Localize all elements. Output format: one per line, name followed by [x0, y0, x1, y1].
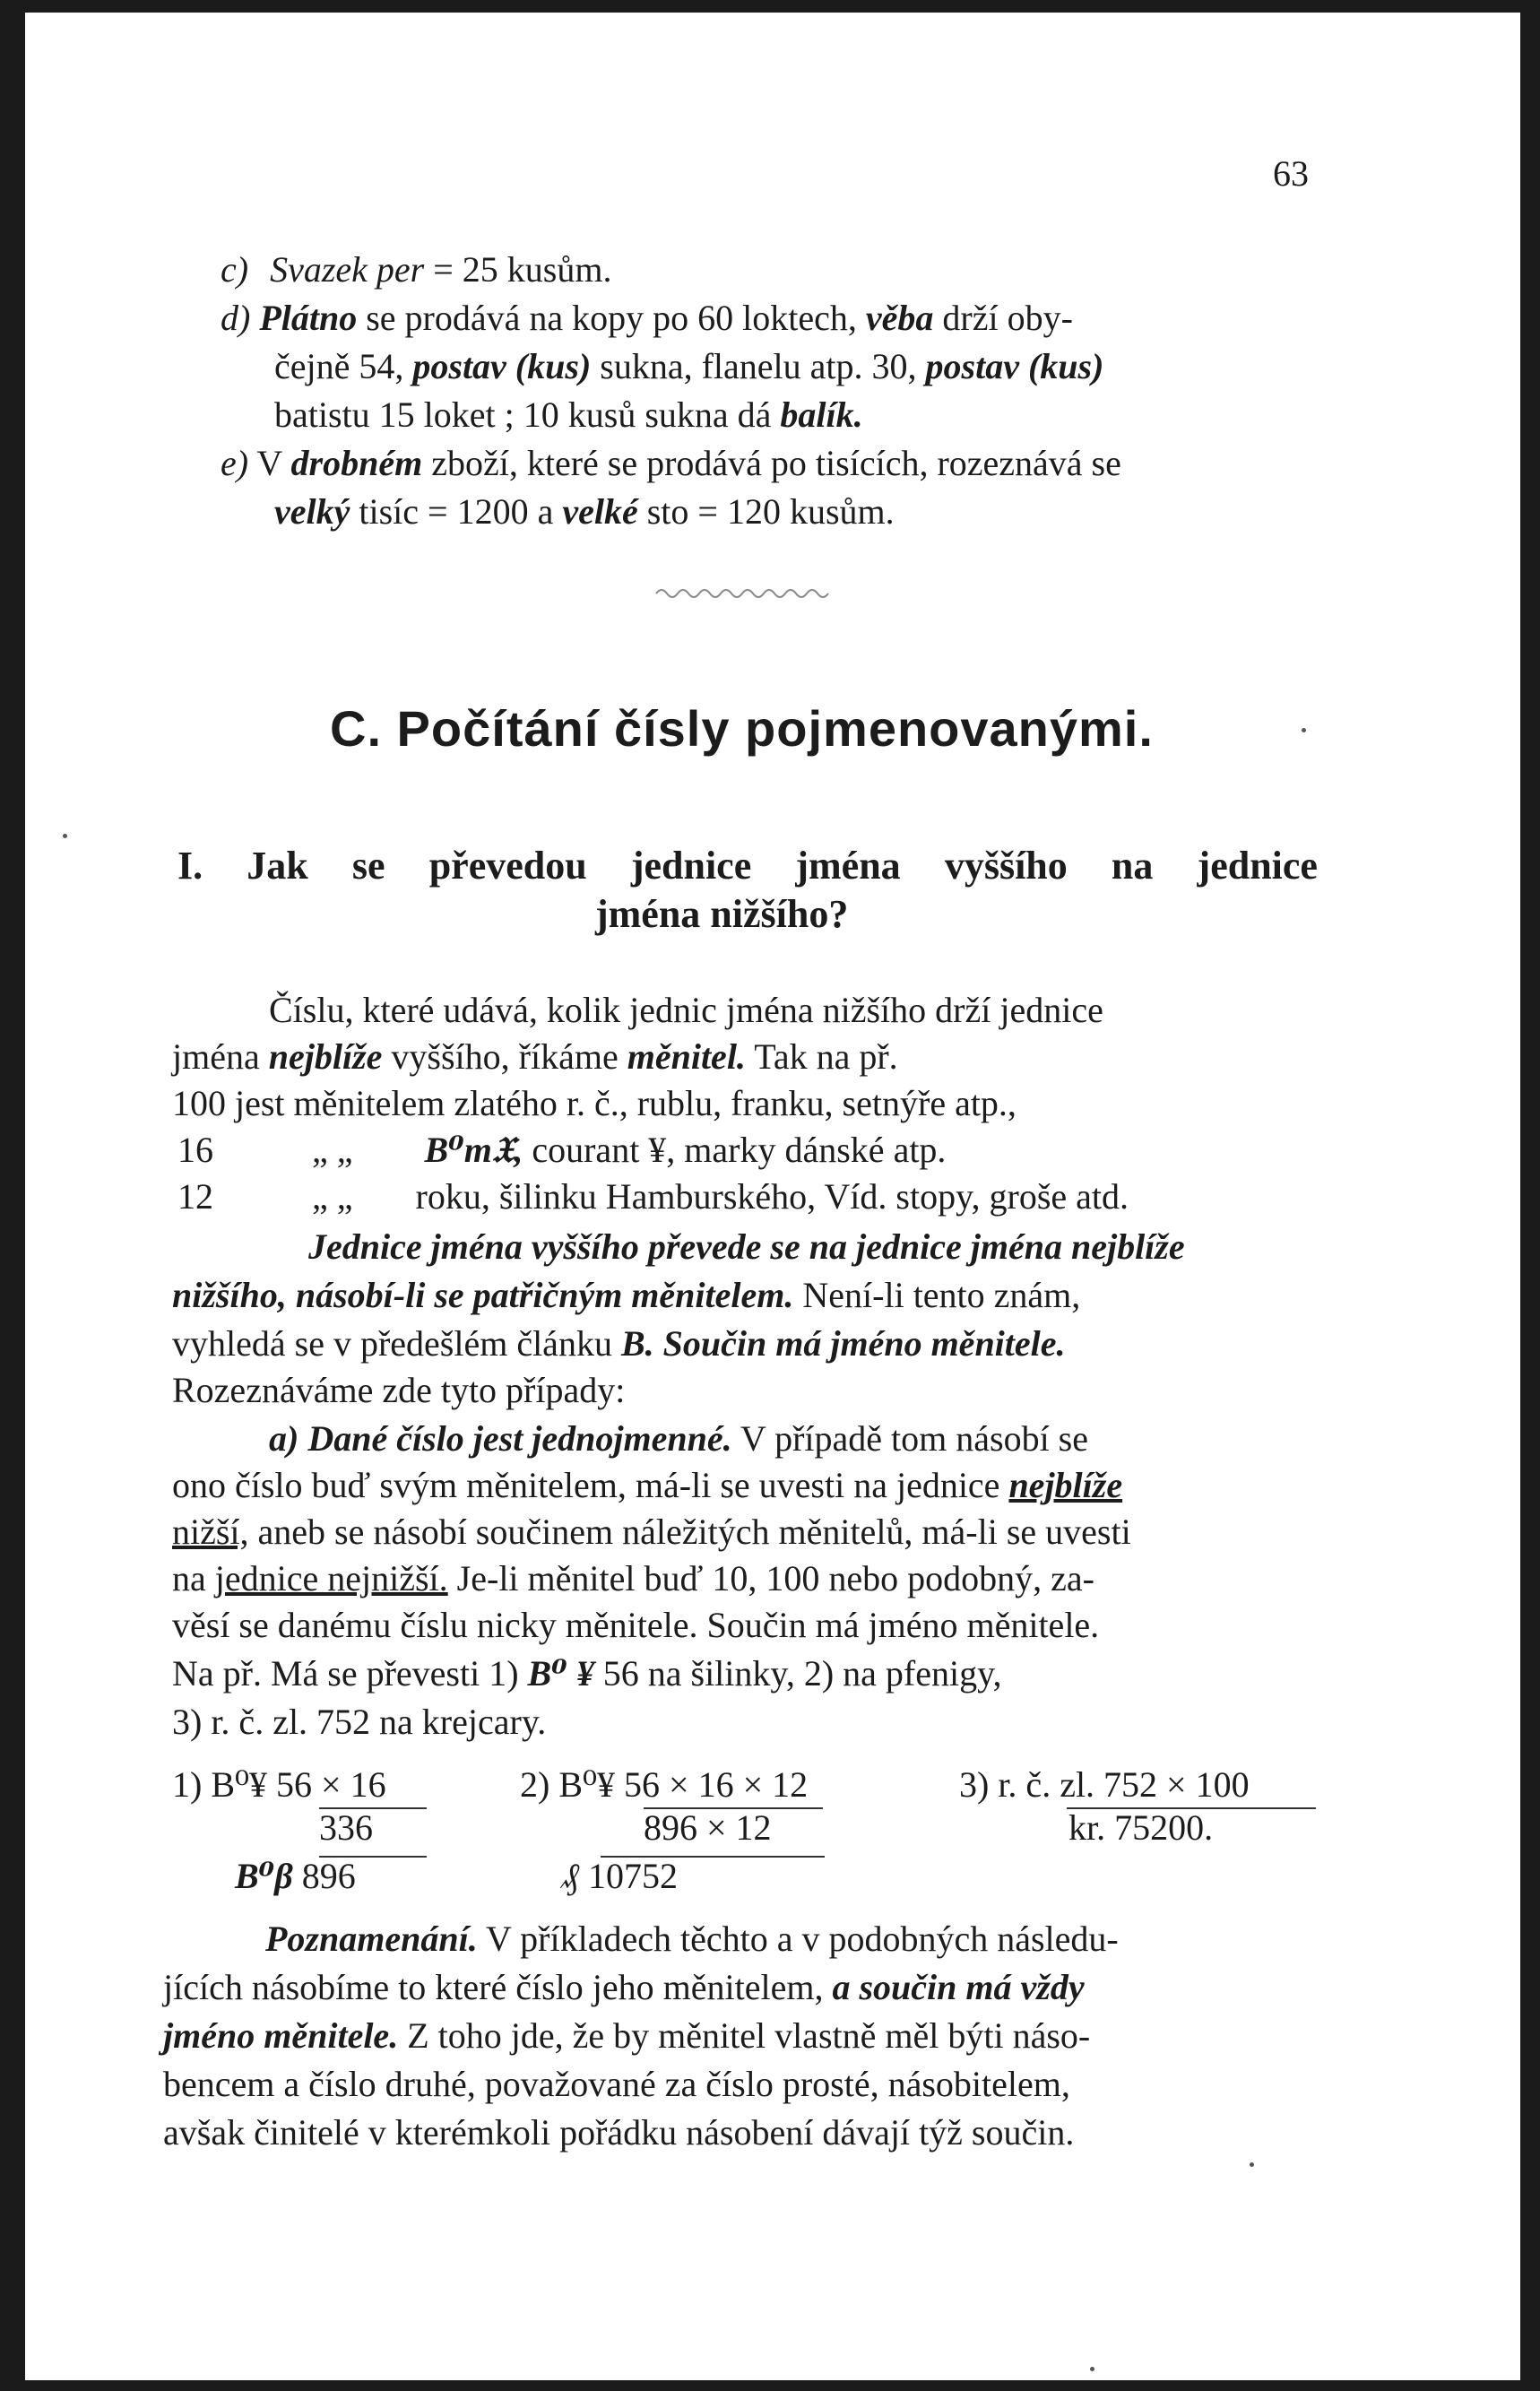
text: Není-li tento znám,	[793, 1275, 1081, 1315]
example-2-line3	[561, 1856, 678, 1897]
subheading-word: jména	[795, 844, 901, 888]
text: zboží, které se prodává po tisících, rozeznává se	[422, 443, 1121, 483]
currency-symbol: B⁰β	[235, 1856, 293, 1896]
text: jících násobíme to které číslo jeho měnitelem,	[163, 1967, 833, 2007]
underlined-term: nejblíže	[1008, 1465, 1123, 1505]
item-c-term: Svazek per	[270, 249, 425, 290]
currency-symbol: B⁰m𝔛,	[424, 1130, 523, 1170]
para3-line4	[172, 1558, 1094, 1599]
subheading-word: Jak	[247, 844, 308, 888]
note-line2	[163, 1967, 1085, 2008]
item-d-line2	[274, 346, 1319, 387]
item-e-line1	[221, 443, 1121, 484]
text: courant ¥, marky dánské atp.	[523, 1130, 947, 1170]
term-nejblize: nejblíže	[268, 1036, 383, 1077]
term-balik: balík.	[780, 394, 863, 435]
text: V příkladech těchto a v podobných následu-	[477, 1919, 1119, 1959]
text: tisíc = 1200 a	[350, 491, 563, 532]
subheading-word: převedou	[428, 844, 587, 888]
para1-line4	[177, 1130, 946, 1171]
example-3-line2: kr. 75200.	[1068, 1807, 1214, 1848]
emphasis: a součin má vždy	[832, 1967, 1085, 2007]
example-3-line1: 3) r. č. zl. 752 × 100	[959, 1764, 1250, 1805]
example-1-line3	[235, 1856, 356, 1897]
text: sto = 120 kusům.	[637, 491, 895, 532]
para2-line3	[172, 1323, 1066, 1364]
text: sukna, flanelu atp. 30,	[591, 346, 926, 386]
subheading-word: jednice	[630, 844, 752, 888]
item-c-label: c)	[221, 249, 249, 290]
term-veba: věba	[865, 298, 934, 338]
text: aneb se násobí součinem náležitých měnitelů, má-li se uvesti	[248, 1512, 1131, 1552]
text: roku, šilinku Hamburského, Víd. stopy, groše atd.	[415, 1176, 1129, 1217]
subheading-word: I.	[177, 844, 203, 888]
example-1-line1: 1) B⁰¥ 56 × 16	[172, 1764, 386, 1805]
text: na	[172, 1558, 215, 1598]
text: vyhledá se v předešlém článku	[172, 1323, 621, 1364]
note-label: Poznamenání.	[265, 1919, 478, 1959]
number: 16	[177, 1130, 213, 1170]
underlined-term: jednice nejnižší.	[214, 1558, 448, 1598]
item-d-label: d)	[221, 298, 251, 338]
scan-speck	[1302, 728, 1306, 732]
section-heading: C. Počítání čísly pojmenovanými.	[330, 700, 1154, 757]
term-postav: postav (kus)	[925, 346, 1104, 386]
text: jména	[172, 1036, 269, 1077]
example-2-line1: 2) B⁰¥ 56 × 16 × 12	[520, 1764, 809, 1805]
subheading-word: na	[1111, 844, 1154, 888]
scan-speck	[1250, 2162, 1254, 2167]
note-line4: bencem a číslo druhé, považované za číslo prosté, násobitelem,	[163, 2064, 1070, 2104]
subheading-word: vyššího	[944, 844, 1068, 888]
item-e-line2	[274, 491, 895, 533]
text: Z toho jde, že by měnitel vlastně měl býti náso-	[398, 2015, 1091, 2056]
term-postav: postav (kus)	[412, 346, 592, 386]
item-e-label: e)	[221, 443, 249, 483]
item-d-line3	[274, 394, 863, 436]
text: 56 na šilinky, 2) na pfenigy,	[593, 1653, 1002, 1694]
item-c-text: = 25 kusům.	[424, 249, 612, 290]
para2-line4: Rozeznáváme zde tyto případy:	[172, 1370, 626, 1410]
note-line1	[265, 1919, 1119, 1960]
item-d-line1	[221, 298, 1319, 339]
text: V případě tom násobí se	[731, 1418, 1089, 1459]
term-velky: velký	[274, 491, 350, 532]
page-number: 63	[1273, 153, 1309, 194]
rule-text: nižšího, násobí-li se patřičným měnitelem.	[172, 1275, 794, 1315]
result: 896	[292, 1856, 356, 1896]
currency-symbol: B⁰ ¥	[527, 1653, 594, 1694]
para2-line1: Jednice jména vyššího převede se na jednice jména nejblíže	[308, 1226, 1185, 1267]
ornament-divider	[653, 583, 832, 604]
number: 12	[177, 1176, 213, 1217]
term-drobnem: drobném	[290, 443, 423, 483]
text: ono číslo buď svým měnitelem, má-li se uvesti na jednice	[172, 1465, 1009, 1505]
result: 10752	[579, 1856, 678, 1896]
para1-line3: 100 jest měnitelem zlatého r. č., rublu, franku, setnýře atp.,	[172, 1083, 1017, 1123]
ditto-marks: „ „	[312, 1130, 353, 1170]
emphasis: jméno měnitele.	[163, 2015, 399, 2056]
currency-symbol: ₰	[561, 1856, 579, 1896]
rule-text: Součin má jméno měnitele.	[653, 1323, 1066, 1364]
scan-speck	[63, 834, 67, 838]
para1-line5	[177, 1176, 1129, 1217]
ditto-marks: „ „	[312, 1176, 353, 1217]
para3-line5: věsí se danému číslu nicky měnitele. Součin má jméno měnitele.	[172, 1605, 1100, 1645]
item-c	[221, 249, 611, 290]
para3-line2	[172, 1465, 1122, 1506]
underlined-term: nižší,	[172, 1512, 249, 1552]
subheading-word: jednice	[1197, 844, 1318, 888]
text: Tak na př.	[745, 1036, 898, 1077]
scan-border-right	[1520, 0, 1540, 2391]
example-2-line2: 896 × 12	[644, 1807, 772, 1848]
scan-border-left	[0, 0, 25, 2391]
text: Je-li měnitel buď 10, 100 nebo podobný, za-	[447, 1558, 1094, 1598]
para2-line2	[172, 1275, 1080, 1316]
term-menitel: měnitel.	[627, 1036, 746, 1077]
term-velke: velké	[562, 491, 638, 532]
note-line3	[163, 2015, 1090, 2057]
subheading-line2: jména nižšího?	[595, 892, 849, 936]
para3-line1	[269, 1418, 1088, 1460]
note-line5: avšak činitelé v kterémkoli pořádku násobení dávají týž součin.	[163, 2112, 1075, 2153]
example-1-line2: 336	[319, 1807, 373, 1848]
para1-line1: Číslu, které udává, kolik jednic jména nižšího drží jednice	[269, 990, 1103, 1030]
para1-line2	[172, 1036, 898, 1078]
text: V	[256, 443, 291, 483]
scan-speck	[1090, 2367, 1094, 2371]
text: drží oby-	[933, 298, 1073, 338]
text: batistu 15 loket ; 10 kusů sukna dá	[274, 394, 781, 435]
text: čejně 54,	[274, 346, 413, 386]
scan-border-top	[0, 0, 1540, 13]
term-platno: Plátno	[259, 298, 358, 338]
text: se prodává na kopy po 60 loktech,	[357, 298, 866, 338]
para3-line6	[172, 1653, 1001, 1694]
para3-line3	[172, 1512, 1131, 1553]
text: Na př. Má se převesti 1)	[172, 1653, 528, 1694]
subheading-word: se	[351, 844, 385, 888]
subheading-line1	[177, 843, 1318, 888]
text: vyššího, říkáme	[382, 1036, 627, 1077]
case-a-heading: a) Dané číslo jest jednojmenné.	[269, 1418, 732, 1459]
scan-border-bottom	[0, 2380, 1540, 2391]
ref-b: B.	[620, 1323, 654, 1364]
para3-line7: 3) r. č. zl. 752 na krejcary.	[172, 1702, 547, 1742]
